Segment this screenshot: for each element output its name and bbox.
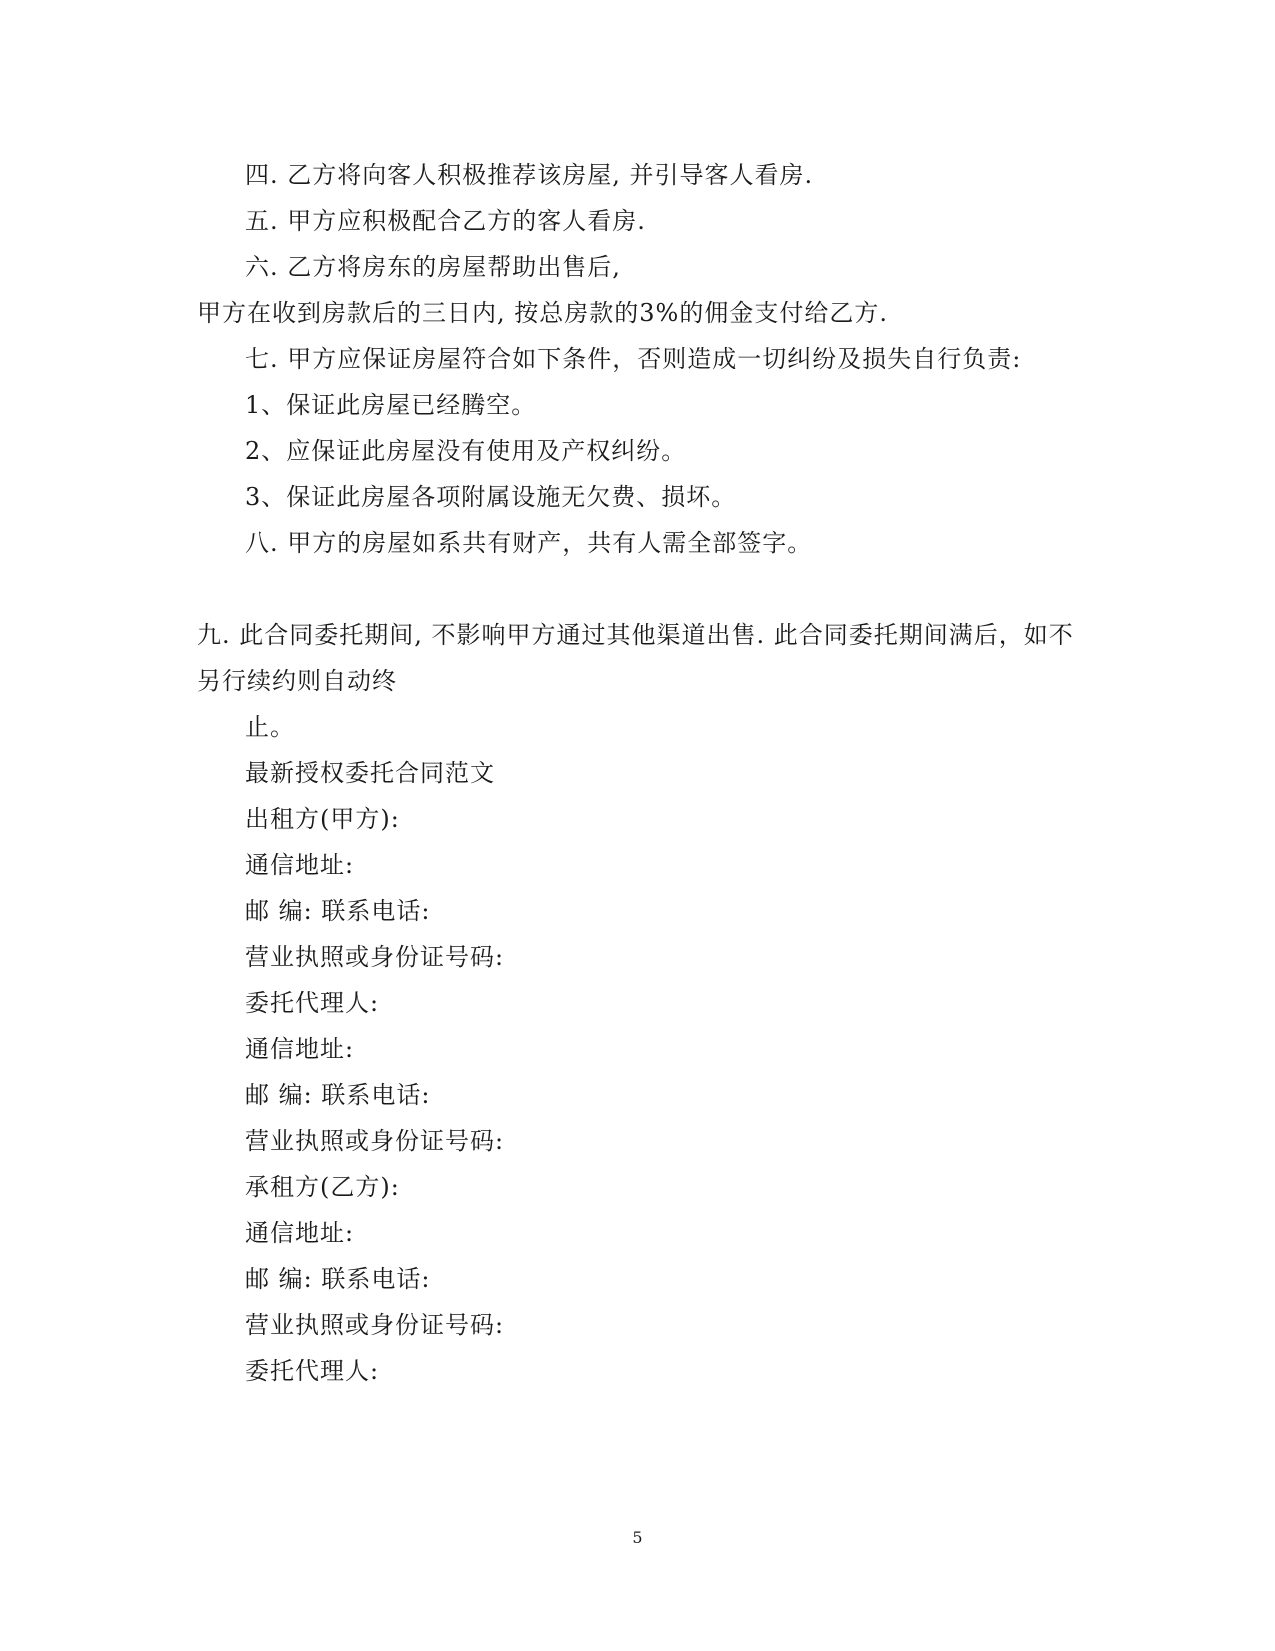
lessee-address-label: 通信地址: bbox=[245, 1219, 355, 1247]
lessee-postcode-phone-label: 邮 编: 联系电话: bbox=[245, 1265, 431, 1293]
lessor-agent-license-id-label: 营业执照或身份证号码: bbox=[245, 1127, 505, 1155]
lessor-address-label: 通信地址: bbox=[245, 851, 355, 879]
lessor-label: 出租方(甲方): bbox=[245, 805, 400, 833]
lessor-postcode-phone-label: 邮 编: 联系电话: bbox=[245, 897, 431, 925]
clause-9-end: 止。 bbox=[245, 713, 295, 741]
clause-9-continuation: 另行续约则自动终 bbox=[197, 667, 397, 695]
lessee-agent-label: 委托代理人: bbox=[245, 1357, 380, 1385]
lessee-label: 承租方(乙方): bbox=[245, 1173, 400, 1201]
clause-6-continuation: 甲方在收到房款后的三日内, 按总房款的3%的佣金支付给乙方. bbox=[197, 299, 888, 327]
lessor-agent-label: 委托代理人: bbox=[245, 989, 380, 1017]
clause-7: 七. 甲方应保证房屋符合如下条件，否则造成一切纠纷及损失自行负责: bbox=[245, 345, 1022, 373]
lessor-agent-address-label: 通信地址: bbox=[245, 1035, 355, 1063]
clause-7-item-3: 3、保证此房屋各项附属设施无欠费、损坏。 bbox=[245, 483, 737, 511]
clause-7-item-2: 2、应保证此房屋没有使用及产权纠纷。 bbox=[245, 437, 687, 465]
clause-5: 五. 甲方应积极配合乙方的客人看房. bbox=[245, 207, 646, 235]
lessee-license-id-label: 营业执照或身份证号码: bbox=[245, 1311, 505, 1339]
section-title: 最新授权委托合同范文 bbox=[245, 759, 495, 787]
clause-6: 六. 乙方将房东的房屋帮助出售后, bbox=[245, 253, 621, 281]
clause-4: 四. 乙方将向客人积极推荐该房屋, 并引导客人看房. bbox=[245, 161, 814, 189]
clause-9: 九. 此合同委托期间, 不影响甲方通过其他渠道出售. 此合同委托期间满后，如不 bbox=[197, 621, 1074, 649]
lessor-agent-postcode-phone-label: 邮 编: 联系电话: bbox=[245, 1081, 431, 1109]
clause-8: 八. 甲方的房屋如系共有财产，共有人需全部签字。 bbox=[245, 529, 813, 557]
clause-7-item-1: 1、保证此房屋已经腾空。 bbox=[245, 391, 537, 419]
lessor-license-id-label: 营业执照或身份证号码: bbox=[245, 943, 505, 971]
page-number: 5 bbox=[632, 1528, 643, 1547]
